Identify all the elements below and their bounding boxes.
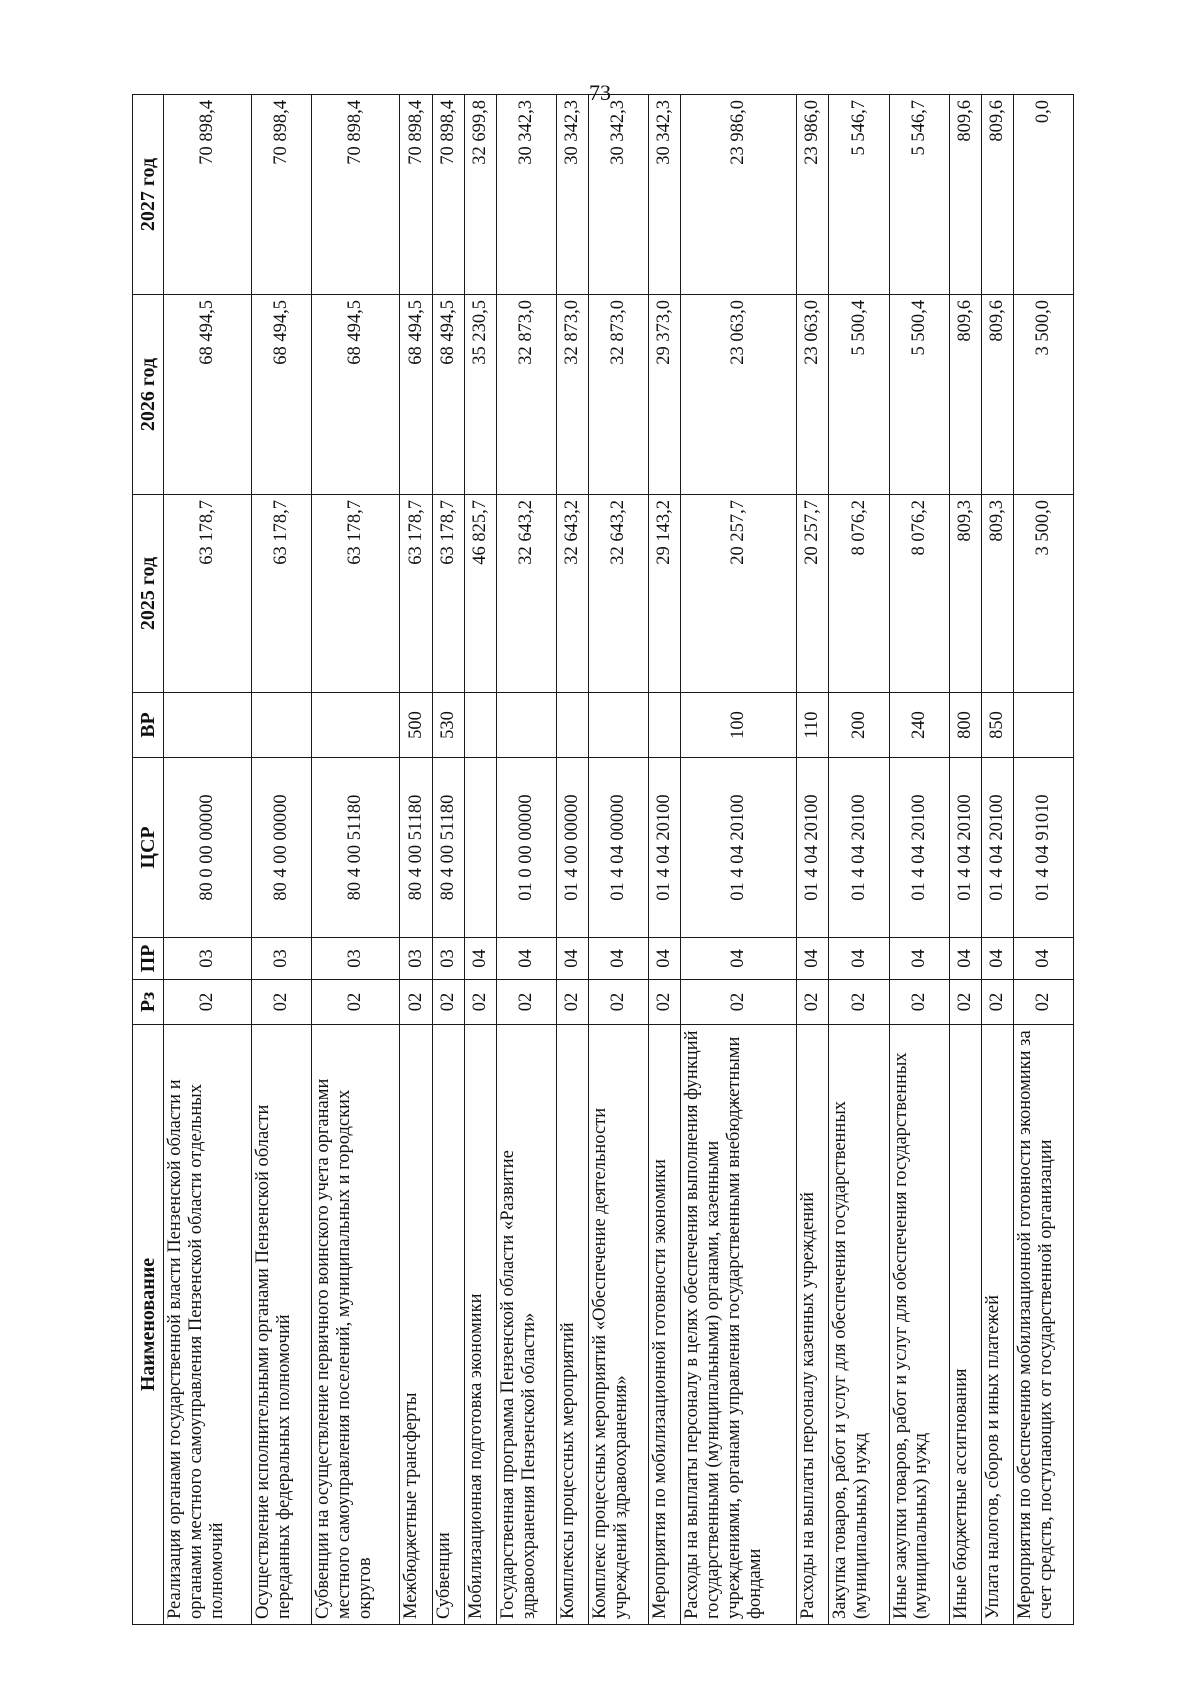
table-row (981, 95, 1013, 1625)
cell-2026: 68 494,5 (432, 295, 464, 495)
cell-name: Закупка товаров, работ и услуг для обеспечения государственных (муниципальных) нужд (829, 1025, 889, 1625)
table-row (829, 95, 889, 1625)
header-2027: 2027 год (133, 95, 164, 295)
cell-vr: 240 (889, 693, 949, 758)
cell-vr (312, 693, 400, 758)
table-row (432, 95, 464, 1625)
table-row (949, 95, 981, 1625)
table-row (588, 95, 648, 1625)
cell-2027: 70 898,4 (432, 95, 464, 295)
cell-rz: 02 (681, 980, 797, 1025)
table-row (252, 95, 312, 1625)
cell-csr: 01 4 04 20100 (681, 758, 797, 938)
cell-2026: 29 373,0 (649, 295, 681, 495)
cell-pr: 04 (949, 938, 981, 980)
table-row (464, 95, 496, 1625)
cell-pr: 04 (981, 938, 1013, 980)
cell-2026: 68 494,5 (164, 295, 252, 495)
cell-rz: 02 (797, 980, 829, 1025)
cell-csr: 01 0 00 00000 (496, 758, 556, 938)
cell-name: Субвенции на осуществление первичного воинского учета органами местного самоуправления поселений, муниципальных и городских округов (312, 1025, 400, 1625)
cell-2026: 23 063,0 (797, 295, 829, 495)
cell-2025: 3 500,0 (1013, 495, 1073, 693)
cell-vr: 530 (432, 693, 464, 758)
cell-2026: 5 500,4 (829, 295, 889, 495)
header-csr: ЦСР (133, 758, 164, 938)
cell-2025: 63 178,7 (312, 495, 400, 693)
cell-name: Мероприятия по обеспечению мобилизационной готовности экономики за счет средств, поступающих от государственной организации (1013, 1025, 1073, 1625)
cell-pr: 04 (889, 938, 949, 980)
cell-name: Уплата налогов, сборов и иных платежей (981, 1025, 1013, 1625)
table-row (312, 95, 400, 1625)
cell-name: Комплексы процессных мероприятий (556, 1025, 588, 1625)
cell-csr: 01 4 04 20100 (649, 758, 681, 938)
cell-2025: 63 178,7 (164, 495, 252, 693)
cell-rz: 02 (588, 980, 648, 1025)
cell-vr (496, 693, 556, 758)
cell-csr: 01 4 00 00000 (556, 758, 588, 938)
cell-2025: 46 825,7 (464, 495, 496, 693)
cell-rz: 02 (312, 980, 400, 1025)
cell-2026: 68 494,5 (400, 295, 432, 495)
cell-2026: 23 063,0 (681, 295, 797, 495)
cell-name: Государственная программа Пензенской области «Развитие здравоохранения Пензенской области» (496, 1025, 556, 1625)
cell-name: Мероприятия по мобилизационной готовности экономики (649, 1025, 681, 1625)
cell-name: Иные бюджетные ассигнования (949, 1025, 981, 1625)
cell-name: Субвенции (432, 1025, 464, 1625)
cell-csr: 80 0 00 00000 (164, 758, 252, 938)
cell-pr: 04 (1013, 938, 1073, 980)
table-row (496, 95, 556, 1625)
cell-2025: 20 257,7 (681, 495, 797, 693)
cell-2027: 70 898,4 (164, 95, 252, 295)
cell-vr (649, 693, 681, 758)
cell-name: Осуществление исполнительными органами Пензенской области переданных федеральных полномочий (252, 1025, 312, 1625)
header-name: Наименование (133, 1025, 164, 1625)
cell-pr: 04 (829, 938, 889, 980)
cell-2027: 23 986,0 (797, 95, 829, 295)
cell-vr: 200 (829, 693, 889, 758)
cell-csr: 01 4 04 20100 (829, 758, 889, 938)
cell-csr: 01 4 04 91010 (1013, 758, 1073, 938)
cell-2027: 70 898,4 (312, 95, 400, 295)
cell-2025: 32 643,2 (588, 495, 648, 693)
cell-csr: 01 4 04 20100 (981, 758, 1013, 938)
cell-rz: 02 (496, 980, 556, 1025)
table-row (1013, 95, 1073, 1625)
cell-2027: 70 898,4 (252, 95, 312, 295)
cell-name: Иные закупки товаров, работ и услуг для обеспечения государственных (муниципальных) нужд (889, 1025, 949, 1625)
cell-2026: 32 873,0 (588, 295, 648, 495)
cell-rz: 02 (1013, 980, 1073, 1025)
cell-2026: 5 500,4 (889, 295, 949, 495)
cell-pr: 04 (649, 938, 681, 980)
cell-pr: 03 (252, 938, 312, 980)
cell-2025: 32 643,2 (556, 495, 588, 693)
cell-2027: 809,6 (949, 95, 981, 295)
cell-rz: 02 (432, 980, 464, 1025)
cell-csr: 80 4 00 00000 (252, 758, 312, 938)
cell-rz: 02 (649, 980, 681, 1025)
cell-csr: 01 4 04 20100 (797, 758, 829, 938)
cell-vr (252, 693, 312, 758)
cell-rz: 02 (252, 980, 312, 1025)
cell-2025: 63 178,7 (432, 495, 464, 693)
header-2025: 2025 год (133, 495, 164, 693)
cell-2026: 35 230,5 (464, 295, 496, 495)
cell-rz: 02 (981, 980, 1013, 1025)
cell-2025: 63 178,7 (252, 495, 312, 693)
cell-2026: 32 873,0 (556, 295, 588, 495)
cell-2026: 809,6 (949, 295, 981, 495)
cell-2025: 29 143,2 (649, 495, 681, 693)
cell-csr: 80 4 00 51180 (312, 758, 400, 938)
cell-vr: 500 (400, 693, 432, 758)
cell-2026: 3 500,0 (1013, 295, 1073, 495)
cell-name: Реализация органами государственной власти Пензенской области и органами местного самоуправления Пензенской области отдельных полномочий (164, 1025, 252, 1625)
cell-2025: 32 643,2 (496, 495, 556, 693)
table-row (681, 95, 797, 1625)
header-pr: ПР (133, 938, 164, 980)
cell-2027: 809,6 (981, 95, 1013, 295)
cell-2025: 8 076,2 (829, 495, 889, 693)
cell-name: Межбюджетные трансферты (400, 1025, 432, 1625)
cell-rz: 02 (829, 980, 889, 1025)
cell-2025: 8 076,2 (889, 495, 949, 693)
cell-csr: 80 4 00 51180 (432, 758, 464, 938)
cell-2027: 5 546,7 (829, 95, 889, 295)
cell-2027: 30 342,3 (556, 95, 588, 295)
cell-name: Расходы на выплаты персоналу в целях обеспечения выполнения функций государственными (муниципальными) органами, казенными учреждениями, органами управления государственными внебюджетными фондами (681, 1025, 797, 1625)
cell-2027: 70 898,4 (400, 95, 432, 295)
cell-2026: 68 494,5 (252, 295, 312, 495)
cell-csr: 01 4 04 20100 (889, 758, 949, 938)
cell-pr: 04 (496, 938, 556, 980)
table-row (400, 95, 432, 1625)
cell-csr: 80 4 00 51180 (400, 758, 432, 938)
cell-2026: 809,6 (981, 295, 1013, 495)
cell-pr: 03 (432, 938, 464, 980)
cell-pr: 04 (797, 938, 829, 980)
cell-vr: 850 (981, 693, 1013, 758)
cell-rz: 02 (949, 980, 981, 1025)
cell-vr (556, 693, 588, 758)
cell-2025: 63 178,7 (400, 495, 432, 693)
cell-pr: 04 (588, 938, 648, 980)
cell-vr: 800 (949, 693, 981, 758)
cell-csr: 01 4 04 00000 (588, 758, 648, 938)
cell-2027: 0,0 (1013, 95, 1073, 295)
cell-pr: 03 (164, 938, 252, 980)
cell-csr: 01 4 04 20100 (949, 758, 981, 938)
table-row (649, 95, 681, 1625)
header-2026: 2026 год (133, 295, 164, 495)
cell-2027: 30 342,3 (588, 95, 648, 295)
table-row (164, 95, 252, 1625)
table-row (889, 95, 949, 1625)
cell-vr: 100 (681, 693, 797, 758)
cell-2027: 5 546,7 (889, 95, 949, 295)
table-row (797, 95, 829, 1625)
cell-2025: 20 257,7 (797, 495, 829, 693)
table-row (556, 95, 588, 1625)
cell-pr: 03 (312, 938, 400, 980)
cell-rz: 02 (556, 980, 588, 1025)
cell-rz: 02 (889, 980, 949, 1025)
cell-2025: 809,3 (949, 495, 981, 693)
cell-rz: 02 (164, 980, 252, 1025)
cell-vr (464, 693, 496, 758)
rotated-table-container (132, 95, 1074, 1625)
table-body (164, 95, 1074, 1625)
cell-name: Расходы на выплаты персоналу казенных учреждений (797, 1025, 829, 1625)
cell-csr (464, 758, 496, 938)
cell-vr (588, 693, 648, 758)
cell-pr: 03 (400, 938, 432, 980)
cell-vr: 110 (797, 693, 829, 758)
cell-2026: 32 873,0 (496, 295, 556, 495)
cell-rz: 02 (400, 980, 432, 1025)
page-number: 73 (589, 80, 611, 105)
header-rz: Рз (133, 980, 164, 1025)
cell-vr (1013, 693, 1073, 758)
budget-table (132, 94, 1074, 1625)
cell-vr (164, 693, 252, 758)
cell-pr: 04 (464, 938, 496, 980)
cell-name: Комплекс процессных мероприятий «Обеспечение деятельности учреждений здравоохранения» (588, 1025, 648, 1625)
cell-name: Мобилизационная подготовка экономики (464, 1025, 496, 1625)
cell-pr: 04 (556, 938, 588, 980)
cell-2025: 809,3 (981, 495, 1013, 693)
cell-2027: 30 342,3 (496, 95, 556, 295)
cell-pr: 04 (681, 938, 797, 980)
cell-2027: 32 699,8 (464, 95, 496, 295)
cell-2026: 68 494,5 (312, 295, 400, 495)
table-header-row (133, 95, 164, 1625)
cell-2027: 30 342,3 (649, 95, 681, 295)
cell-2027: 23 986,0 (681, 95, 797, 295)
header-vr: ВР (133, 693, 164, 758)
cell-rz: 02 (464, 980, 496, 1025)
